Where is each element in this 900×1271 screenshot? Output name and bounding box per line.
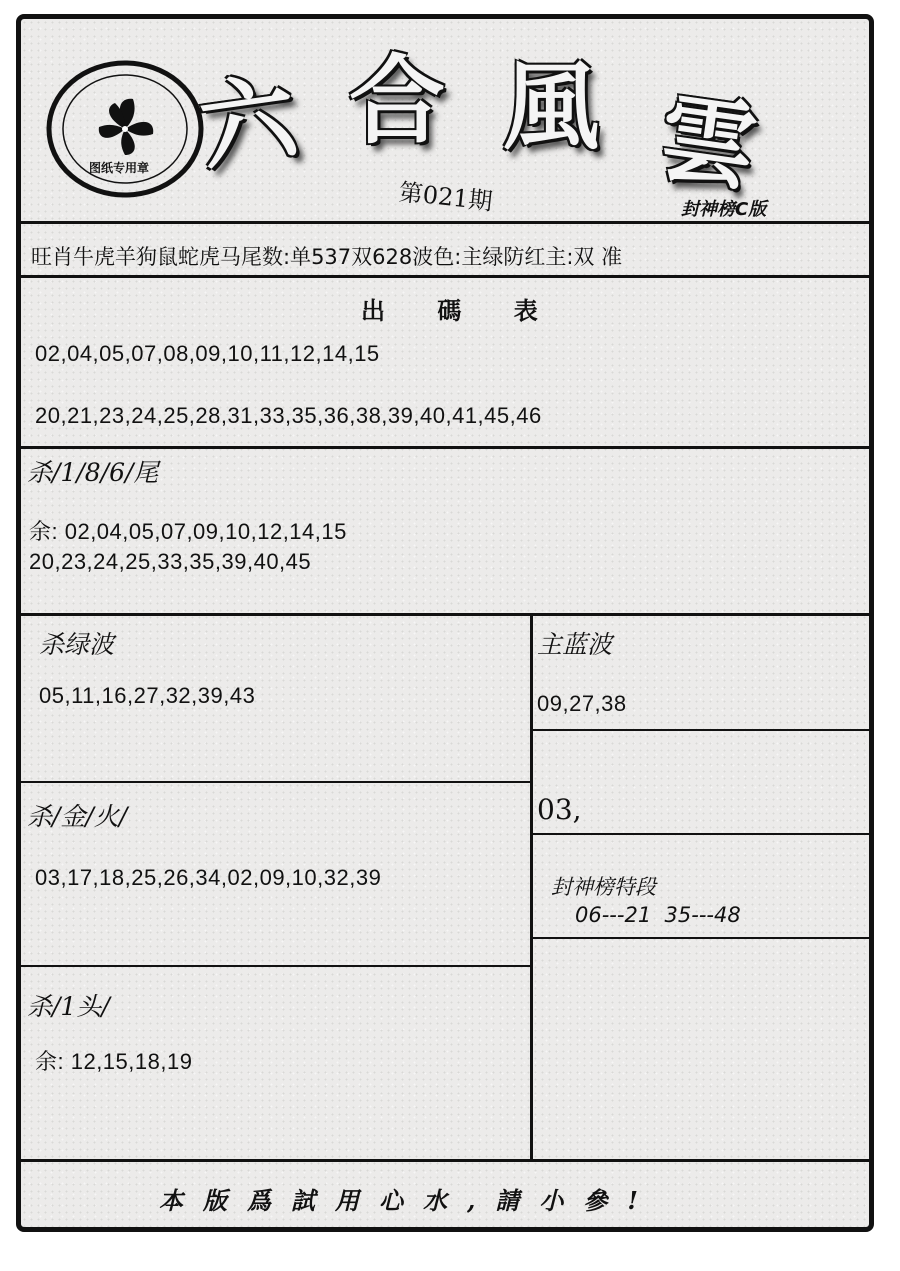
kill-head-title: 杀/1头/ — [27, 992, 110, 1021]
kill-green-title: 杀绿波 — [39, 630, 115, 659]
divider-chart — [21, 446, 869, 449]
special-range-title: 封神榜特段 — [551, 875, 656, 899]
special-range-values: 06---21 35---48 — [575, 903, 741, 927]
divider-header — [21, 221, 869, 224]
title-char-2: 合 — [349, 44, 445, 157]
divider-kill-green — [21, 781, 531, 783]
kill-tail-title: 杀/1/8/6/尾 — [27, 458, 159, 487]
divider-info — [21, 275, 869, 278]
main-blue-title: 主蓝波 — [537, 630, 613, 659]
kill-tail-row-2: 20,23,24,25,33,35,39,40,45 — [29, 549, 312, 574]
title-char-1: 六 — [192, 59, 304, 186]
chart-row-2: 20,21,23,24,25,28,31,33,35,36,38,39,40,41,45,46 — [35, 403, 542, 428]
divider-kill-tail — [21, 613, 869, 616]
divider-special — [532, 937, 869, 939]
chart-row-1: 02,04,05,07,08,09,10,11,12,14,15 — [35, 341, 380, 366]
divider-main-blue — [532, 729, 869, 731]
divider-single — [532, 833, 869, 835]
kill-metal-fire-title: 杀/金/火/ — [27, 802, 128, 831]
title-char-3: 風 — [503, 50, 599, 163]
single-pick: 03, — [537, 793, 582, 826]
issue-number: 第021期 — [397, 178, 494, 216]
lottery-sheet — [16, 14, 874, 1232]
kill-metal-fire-numbers: 03,17,18,25,26,34,02,09,10,32,39 — [35, 865, 382, 890]
divider-kill-metal — [21, 965, 531, 967]
title-char-4: 雲 — [652, 79, 764, 206]
main-blue-numbers: 09,27,38 — [537, 691, 627, 716]
edition-label: 封神榜C版 — [681, 199, 767, 220]
seal-label: 图纸专用章 — [89, 161, 150, 175]
divider-footer — [21, 1159, 869, 1162]
kill-green-numbers: 05,11,16,27,32,39,43 — [39, 683, 256, 708]
info-line: 旺肖牛虎羊狗鼠蛇虎马尾数:单537双628波色:主绿防红主:双 准 — [31, 245, 623, 269]
kill-tail-row-1: 余: 02,04,05,07,09,10,12,14,15 — [29, 519, 347, 544]
divider-vertical — [530, 615, 533, 1161]
footer-note: 本版爲試用心水,請小參! — [159, 1186, 658, 1215]
chart-title: 出 碼 表 — [361, 296, 560, 325]
kill-head-numbers: 余: 12,15,18,19 — [35, 1049, 193, 1074]
